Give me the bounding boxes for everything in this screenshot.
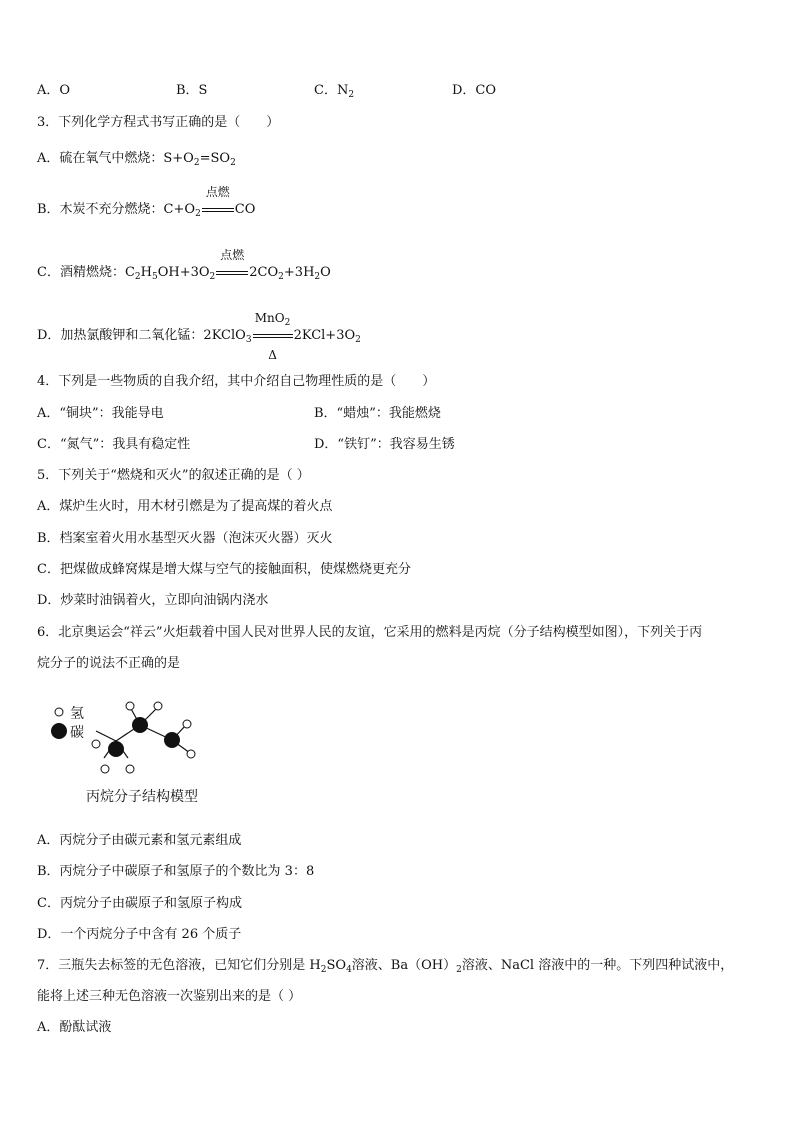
q3-stem: 3．下列化学方程式书写正确的是（ ） — [37, 115, 280, 130]
q3-c-mid1: H — [140, 265, 152, 280]
q7-stem-part1: 7．三瓶失去标签的无色溶液，已知它们分别是 H — [37, 958, 321, 973]
q4-option-c: C．“氮气”：我具有稳定性 — [37, 437, 191, 452]
q6-option-d: D．一个丙烷分子中含有 26 个质子 — [37, 927, 242, 942]
carbon-atom — [108, 741, 124, 757]
reaction-arrow — [201, 185, 235, 219]
subscript: 2 — [348, 90, 355, 100]
q3-option-c — [37, 248, 331, 282]
q3-c-mid2: OH+3O — [157, 265, 210, 280]
hydrogen-atom — [126, 702, 134, 710]
q5-option-d: D．炒菜时油锅着火，立即向油锅内浇水 — [37, 593, 269, 608]
q3-option-b — [37, 185, 256, 219]
subscript: 2 — [134, 272, 141, 282]
q5-option-a: A．煤炉生火时，用木材引燃是为了提高煤的着火点 — [37, 499, 333, 514]
q7-option-a: A．酚酞试液 — [37, 1020, 112, 1035]
subscript: 2 — [456, 965, 462, 975]
catalyst-text: MnO — [254, 311, 285, 325]
q3-a-text: A．硫在氧气中燃烧：S+O — [37, 151, 194, 166]
subscript: 2 — [314, 272, 321, 282]
q3-c-text: C．酒精燃烧：C — [37, 265, 135, 280]
q7-stem-part2: SO — [326, 958, 347, 973]
q2-option-d: D．CO — [452, 83, 497, 98]
q2-option-c — [314, 82, 354, 100]
q7-stem-line2: 能将上述三种无色溶液一次鉴别出来的是（ ） — [37, 989, 302, 1004]
q3-b-product: CO — [234, 202, 256, 217]
q3-a-eq: =SO — [199, 151, 231, 166]
q7-stem-part3: 溶液、Ba（OH） — [351, 958, 457, 973]
q3-c-prod1: 2CO — [249, 265, 279, 280]
legend-carbon-symbol — [51, 723, 67, 739]
q2-option-b: B．S — [176, 83, 208, 98]
reaction-catalyst — [252, 311, 294, 328]
reaction-arrow — [252, 311, 294, 362]
legend-hydrogen-label: 氢 — [70, 706, 84, 722]
q2-option-a: A．O — [37, 83, 71, 98]
q7-stem-part4: 溶液、NaCl 溶液中的一种。下列四种试液中， — [461, 958, 734, 973]
hydrogen-atom — [101, 765, 109, 773]
subscript: 2 — [284, 318, 291, 328]
propane-model-figure — [40, 695, 220, 785]
subscript: 2 — [230, 158, 236, 168]
q5-option-c: C．把煤做成蜂窝煤是增大煤与空气的接触面积，使煤燃烧更充分 — [37, 562, 411, 577]
q3-b-text: B．木炭不充分燃烧：C+O — [37, 202, 196, 217]
q3-d-text: D．加热氯酸钾和二氧化锰：2KClO — [37, 328, 246, 343]
double-line — [216, 271, 248, 275]
subscript: 4 — [346, 965, 352, 975]
q3-d-prod1: 2KCl+3O — [293, 328, 356, 343]
q6-option-c: C．丙烷分子由碳原子和氢原子构成 — [37, 896, 242, 911]
q6-stem-line1: 6．北京奥运会“祥云”火炬载着中国人民对世界人民的友谊，它采用的燃料是丙烷（分子结构模型如图），下列关于丙 — [37, 625, 703, 640]
reaction-condition: 点燃 — [205, 185, 230, 199]
q3-option-d — [37, 311, 361, 362]
reaction-condition: 点燃 — [220, 248, 245, 262]
hydrogen-atom — [187, 750, 195, 758]
figure-caption: 丙烷分子结构模型 — [86, 789, 198, 805]
q3-option-a — [37, 150, 236, 168]
q7-stem-line1 — [37, 957, 733, 975]
reaction-arrow — [215, 248, 249, 282]
subscript: 2 — [355, 335, 361, 345]
legend-carbon-label: 碳 — [70, 725, 84, 741]
hydrogen-atom — [92, 740, 100, 748]
q5-stem: 5．下列关于“燃烧和灭火”的叙述正确的是（ ） — [37, 468, 310, 483]
subscript: 2 — [209, 272, 216, 282]
subscript: 2 — [278, 272, 284, 282]
q3-c-prod2: +3H — [283, 265, 315, 280]
reaction-heat: Δ — [268, 348, 277, 362]
subscript: 2 — [193, 158, 200, 168]
double-line — [253, 334, 293, 338]
q4-option-d: D．“铁钉”：我容易生锈 — [314, 437, 455, 452]
hydrogen-atom — [126, 765, 134, 773]
hydrogen-atom — [183, 720, 191, 728]
double-line — [202, 208, 234, 212]
legend-hydrogen-symbol — [55, 708, 63, 716]
q5-option-b: B．档案室着火用水基型灭火器（泡沫灭火器）灭火 — [37, 531, 333, 546]
q3-c-prod3: O — [320, 265, 331, 280]
q6-option-b: B．丙烷分子中碳原子和氢原子的个数比为 3：8 — [37, 864, 315, 879]
q4-stem: 4．下列是一些物质的自我介绍，其中介绍自己物理性质的是（ ） — [37, 374, 436, 389]
subscript: 2 — [320, 965, 327, 975]
subscript: 5 — [151, 272, 158, 282]
subscript: 3 — [245, 335, 252, 345]
q4-option-a: A．“铜块”：我能导电 — [37, 406, 164, 421]
subscript: 2 — [195, 209, 201, 219]
q4-option-b: B．“蜡烛”：我能燃烧 — [314, 406, 441, 421]
q6-stem-line2: 烷分子的说法不正确的是 — [37, 656, 181, 671]
q6-option-a: A．丙烷分子由碳元素和氢元素组成 — [37, 833, 242, 848]
q2-option-c-text: C．N — [314, 83, 349, 98]
hydrogen-atom — [154, 702, 162, 710]
